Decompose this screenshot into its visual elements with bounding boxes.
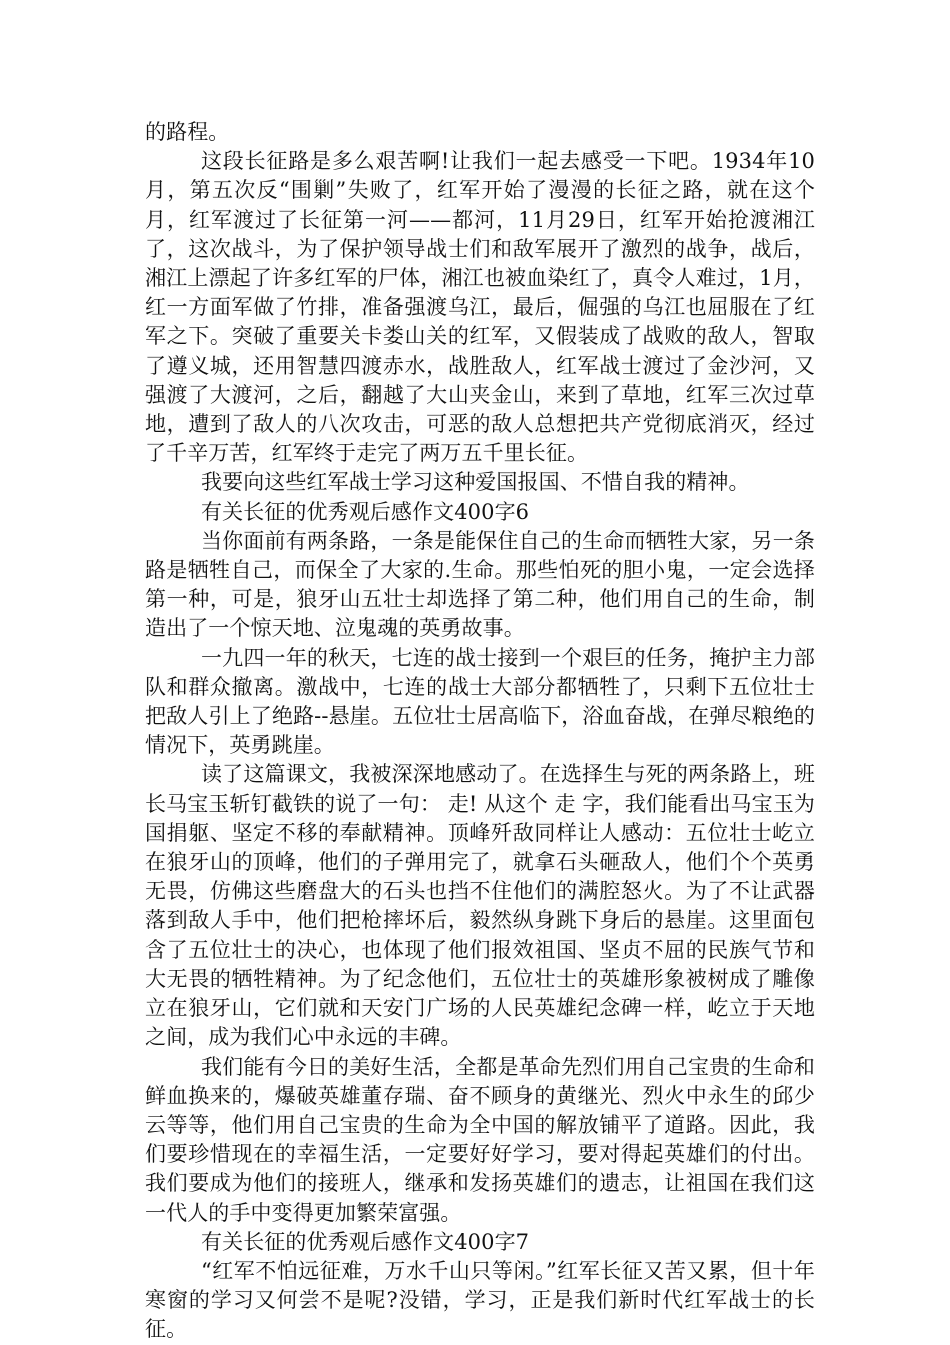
paragraph-reading-reflection: 读了这篇课文，我被深深地感动了。在选择生与死的两条路上，班长马宝玉斩钉截铁的说了一句： 走! 从这个 走 字，我们能看出马宝玉为国捐躯、坚定不移的奉献精神。顶峰歼敌同样让人感动：五位壮士屹立在狼牙山的顶峰，他们的子弹用完了，就拿石头砸敌人，他们个个英勇无畏，仿佛这些磨盘大的石头也挡不住他们的满腔怒火。为了不让武器落到敌人手中，他们把枪摔坏后，毅然纵身跳下身后的悬崖。这里面包含了五位壮士的决心，也体现了他们报效祖国、坚贞不屈的民族气节和大无畏的牺牲精神。为了纪念他们，五位壮士的英雄形象被树成了雕像立在狼牙山，它们就和天安门广场的人民英雄纪念碑一样，屹立于天地之间，成为我们心中永远的丰碑。 — [145, 762, 815, 1050]
paragraph-good-life: 我们能有今日的美好生活，全都是革命先烈们用自己宝贵的生命和鲜血换来的，爆破英雄董存瑞、奋不顾身的黄继光、烈火中永生的邱少云等等，他们用自己宝贵的生命为全中国的解放铺平了道路。因此，我们要珍惜现在的幸福生活，一定要好好学习，要对得起英雄们的付出。我们要成为他们的接班人，继承和发扬英雄们的遗志，让祖国在我们这一代人的手中变得更加繁荣富强。 — [145, 1054, 815, 1225]
paragraph-two-roads: 当你面前有两条路，一条是能保住自己的生命而牺牲大家，另一条路是牺牲自己，而保全了大家的.生命。那些怕死的胆小鬼，一定会选择第一种，可是，狼牙山五壮士却选择了第二种，他们用自己的生命，制造出了一个惊天地、泣鬼魂的英勇故事。 — [145, 528, 815, 641]
paragraph-red-army-poem: “红军不怕远征难，万水千山只等闲。”红军长征又苦又累，但十年寒窗的学习又何尝不是呢?没错，学习，正是我们新时代红军战士的长征。 — [145, 1258, 815, 1342]
section-heading-essay-7: 有关长征的优秀观后感作文400字7 — [201, 1229, 530, 1254]
paragraph-continuation: 的路程。 — [145, 120, 230, 144]
document-body — [145, 118, 815, 1345]
paragraph-long-march-journey: 这段长征路是多么艰苦啊!让我们一起去感受一下吧。1934年10月，第五次反“围剿”失败了，红军开始了漫漫的长征之路，就在这个月，红军渡过了长征第一河——都河，11月29日，红军开始抢渡湘江了，这次战斗，为了保护领导战士们和敌军展开了激烈的战争，战后，湘江上漂起了许多红军的尸体，湘江也被血染红了，真令人难过，1月，红一方面军做了竹排，准备强渡乌江，最后，倔强的乌江也屈服在了红军之下。突破了重要关卡娄山关的红军，又假装成了战败的敌人，智取了遵义城，还用智慧四渡赤水，战胜敌人，红军战士渡过了金沙河，又强渡了大渡河，之后，翻越了大山夹金山，来到了草地，红军三次过草地，遭到了敌人的八次攻击，可恶的敌人总想把共产党彻底消灭，经过了千辛万苦，红军终于走完了两万五千里长征。 — [145, 149, 815, 466]
paragraph-autumn-1941: 一九四一年的秋天，七连的战士接到一个艰巨的任务，掩护主力部队和群众撤离。激战中，七连的战士大部分都牺牲了，只剩下五位壮士把敌人引上了绝路--悬崖。五位壮士居高临下，浴血奋战，在弹尽粮绝的情况下，英勇跳崖。 — [145, 645, 815, 758]
section-heading-essay-6: 有关长征的优秀观后感作文400字6 — [201, 499, 530, 524]
paragraph-learn-spirit: 我要向这些红军战士学习这种爱国报国、不惜自我的精神。 — [201, 470, 750, 495]
